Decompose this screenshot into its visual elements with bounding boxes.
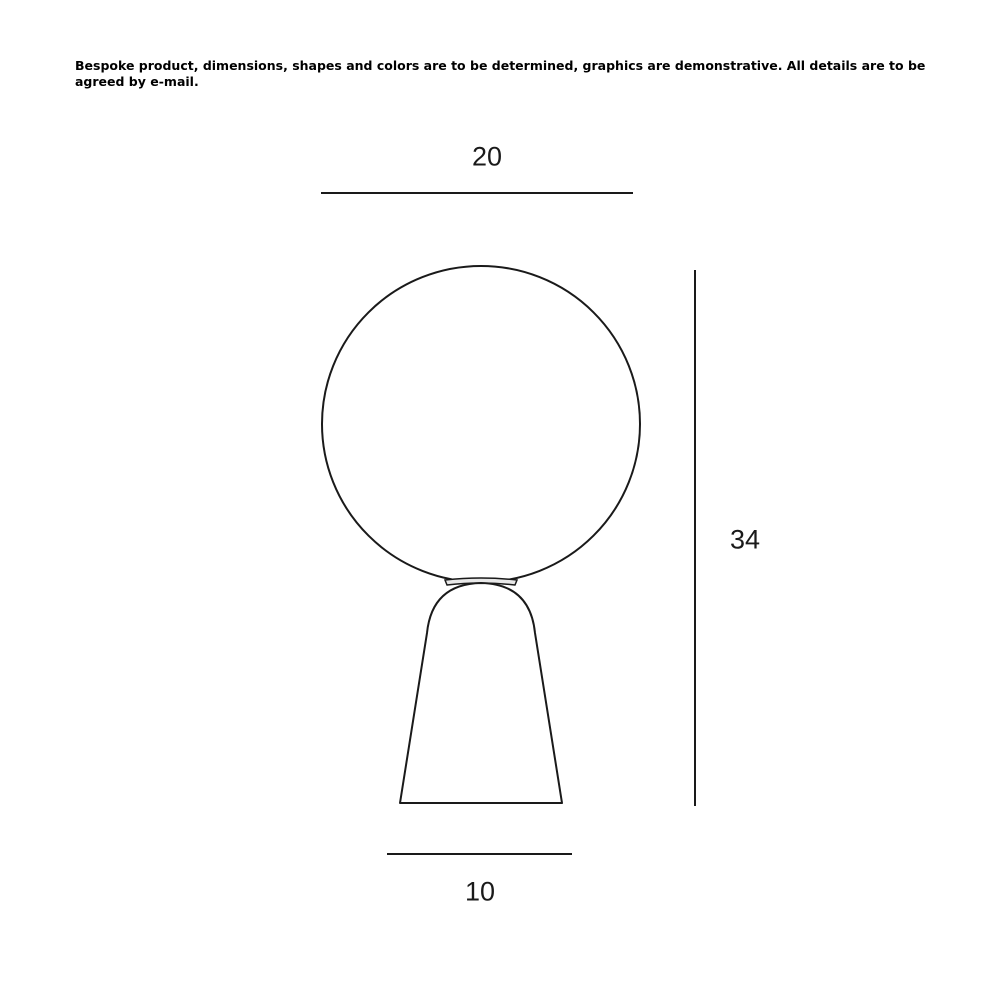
- globe-shade: [322, 266, 640, 582]
- width-bottom-label: 10: [464, 876, 496, 907]
- disclaimer-text: Bespoke product, dimensions, shapes and colors are to be determined, graphics are demonstrative. All details are to be agreed by e-mail.: [75, 58, 926, 89]
- width-top-label: 20: [471, 141, 503, 172]
- height-label: 34: [729, 524, 761, 555]
- lamp-base: [400, 583, 562, 803]
